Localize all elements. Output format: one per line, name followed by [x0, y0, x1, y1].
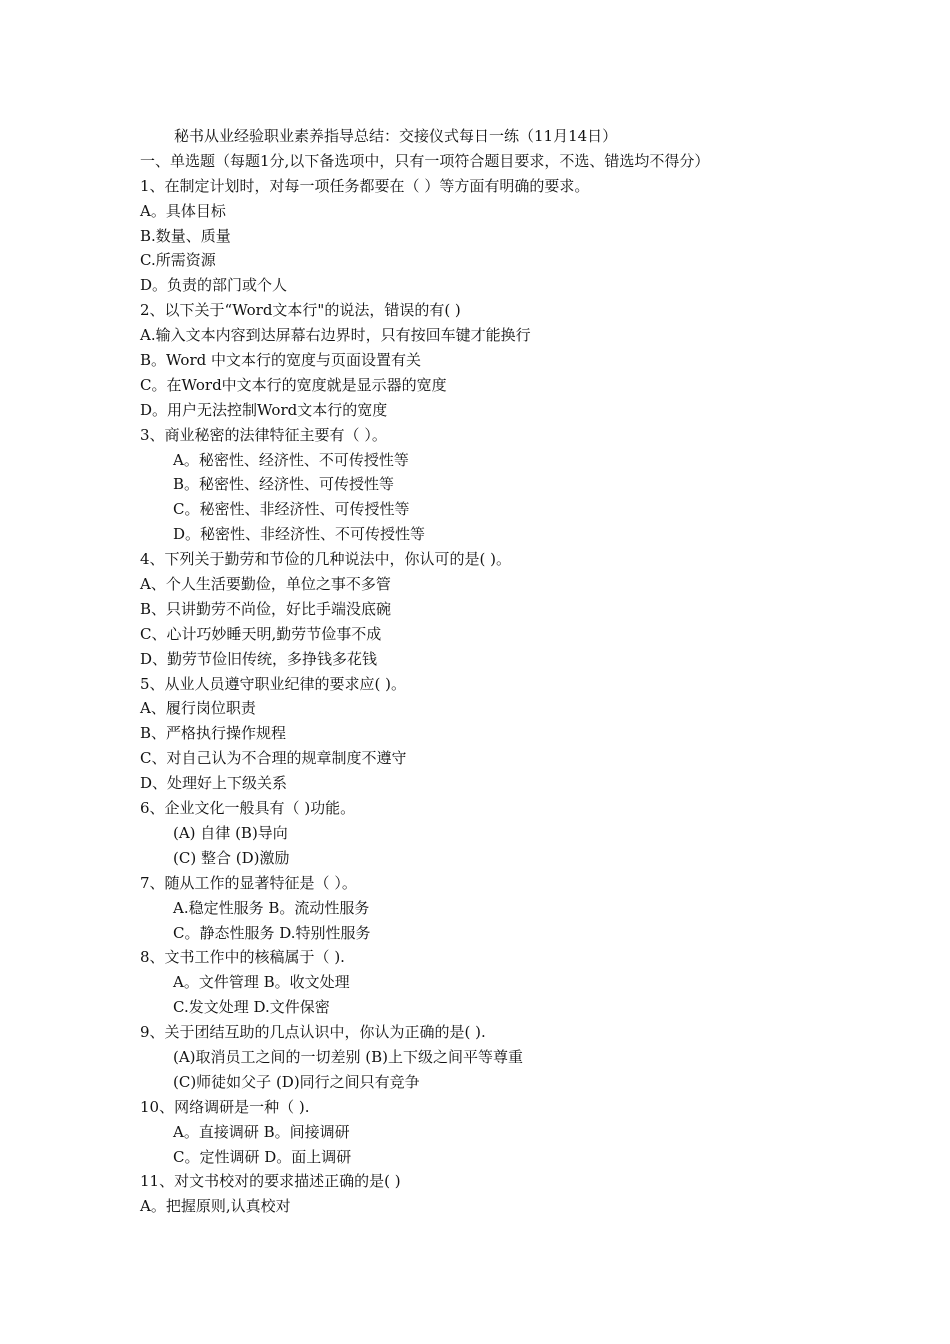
- text-line: 5、从业人员遵守职业纪律的要求应( )。: [140, 674, 407, 693]
- text-line: C。定性调研 D。面上调研: [173, 1147, 352, 1166]
- text-line: A。秘密性、经济性、不可传授性等: [173, 450, 409, 469]
- document-title: 秘书从业经验职业素养指导总结：交接仪式每日一练（11月14日）: [174, 127, 618, 145]
- text-line: C。在Word中文本行的宽度就是显示器的宽度: [140, 375, 447, 394]
- text-line: 1、在制定计划时，对每一项任务都要在（ ）等方面有明确的要求。: [140, 176, 590, 195]
- text-line: B。Word 中文本行的宽度与页面设置有关: [140, 351, 421, 370]
- text-line: D。负责的部门或个人: [140, 276, 288, 295]
- text-line: D、勤劳节俭旧传统，多挣钱多花钱: [140, 649, 378, 668]
- text-line: A。文件管理 B。收文处理: [173, 973, 350, 992]
- text-line: C、对自己认为不合理的规章制度不遵守: [140, 749, 407, 768]
- text-line: (A) 自律 (B)导向: [173, 823, 288, 842]
- text-line: A。把握原则,认真校对: [140, 1197, 291, 1216]
- text-line: (C) 整合 (D)激励: [173, 848, 290, 867]
- text-line: A。直接调研 B。间接调研: [173, 1122, 350, 1141]
- text-line: A.输入文本内容到达屏幕右边界时，只有按回车键才能换行: [140, 326, 531, 345]
- text-line: 6、企业文化一般具有（ )功能。: [140, 799, 356, 818]
- text-line: B。秘密性、经济性、可传授性等: [173, 475, 395, 494]
- text-line: C。静态性服务 D.特别性服务: [173, 923, 371, 942]
- text-line: B、只讲勤劳不尚俭，好比手端没底碗: [140, 599, 392, 618]
- text-line: 8、文书工作中的核稿属于（ ).: [140, 948, 345, 967]
- document-lines: [140, 149, 840, 1219]
- text-line: (C)师徒如父子 (D)同行之间只有竞争: [173, 1072, 420, 1091]
- text-line: D、处理好上下级关系: [140, 774, 288, 793]
- document-body: [140, 124, 840, 1219]
- text-line: 9、关于团结互助的几点认识中，你认为正确的是( ).: [140, 1023, 486, 1042]
- text-line: C、心计巧妙睡天明,勤劳节俭事不成: [140, 624, 382, 643]
- text-line: A、个人生活要勤俭，单位之事不多管: [140, 575, 391, 594]
- text-line: 4、下列关于勤劳和节俭的几种说法中，你认可的是( )。: [140, 550, 512, 569]
- text-line: 11、对文书校对的要求描述正确的是( ): [140, 1172, 401, 1191]
- text-line: A.稳定性服务 B。流动性服务: [173, 898, 370, 917]
- text-line: C。秘密性、非经济性、可传授性等: [173, 500, 410, 519]
- text-line: (A)取消员工之间的一切差别 (B)上下级之间平等尊重: [173, 1047, 524, 1066]
- text-line: A。具体目标: [140, 201, 226, 220]
- text-line: D。秘密性、非经济性、不可传授性等: [173, 525, 426, 544]
- text-line: 一、单选题（每题1分,以下备选项中，只有一项符合题目要求，不选、错选均不得分）: [140, 151, 710, 170]
- text-line: 10、网络调研是一种（ ).: [140, 1097, 310, 1116]
- text-line: 7、随从工作的显著特征是（ ）。: [140, 873, 357, 892]
- text-line: B、严格执行操作规程: [140, 724, 287, 743]
- text-line: B.数量、质量: [140, 226, 231, 245]
- text-line: A、履行岗位职责: [140, 699, 256, 718]
- text-line: 2、以下关于“Word文本行"的说法，错误的有( ): [140, 301, 461, 320]
- text-line: 3、商业秘密的法律特征主要有（ ）。: [140, 425, 387, 444]
- text-line: C.所需资源: [140, 251, 216, 270]
- text-line: D。用户无法控制Word文本行的宽度: [140, 400, 388, 419]
- text-line: C.发文处理 D.文件保密: [173, 998, 330, 1017]
